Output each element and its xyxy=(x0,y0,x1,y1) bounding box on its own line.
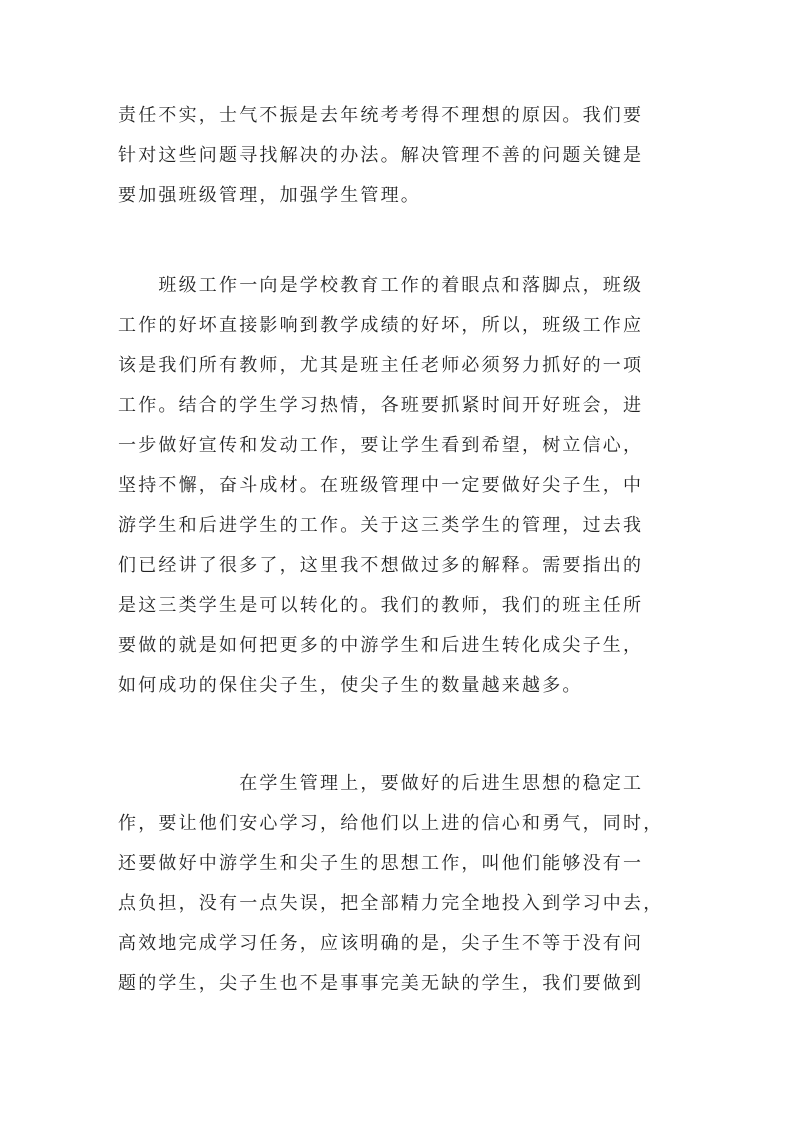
text-line: 坚持不懈，奋斗成材。在班级管理中一定要做好尖子生，中 xyxy=(118,475,644,496)
text-line: 该是我们所有教师，尤其是班主任老师必须努力抓好的一项 xyxy=(118,355,644,376)
text-line: 们已经讲了很多了，这里我不想做过多的解释。需要指出的 xyxy=(118,555,644,576)
text-line: 责任不实，士气不振是去年统考考得不理想的原因。我们要 xyxy=(118,105,644,126)
text-line: 是这三类学生是可以转化的。我们的教师，我们的班主任所 xyxy=(118,595,644,616)
paragraph-1 xyxy=(118,96,678,216)
paragraph-3 xyxy=(118,764,678,1004)
text-line: 要加强班级管理，加强学生管理。 xyxy=(118,185,421,206)
text-line: 如何成功的保住尖子生，使尖子生的数量越来越多。 xyxy=(118,675,583,696)
paragraph-2 xyxy=(118,266,678,706)
text-line: 要做的就是如何把更多的中游学生和后进生转化成尖子生， xyxy=(118,635,644,656)
text-line: 工作的好坏直接影响到教学成绩的好坏，所以，班级工作应 xyxy=(118,315,644,336)
text-line: 作，要让他们安心学习，给他们以上进的信心和勇气，同时， xyxy=(118,813,664,834)
text-line: 游学生和后进学生的工作。关于这三类学生的管理，过去我 xyxy=(118,515,644,536)
text-line: 工作。结合的学生学习热情，各班要抓紧时间开好班会，进 xyxy=(118,395,644,416)
text-line: 高效地完成学习任务，应该明确的是，尖子生不等于没有问 xyxy=(118,933,644,954)
text-line: 针对这些问题寻找解决的办法。解决管理不善的问题关键是 xyxy=(118,145,644,166)
text-line: 还要做好中游学生和尖子生的思想工作，叫他们能够没有一 xyxy=(118,853,644,874)
text-line: 班级工作一向是学校教育工作的着眼点和落脚点，班级 xyxy=(118,275,644,296)
text-line: 题的学生，尖子生也不是事事完美无缺的学生，我们要做到 xyxy=(118,973,644,994)
text-line: 在学生管理上，要做好的后进生思想的稳定工 xyxy=(118,773,644,794)
text-line: 点负担，没有一点失误，把全部精力完全地投入到学习中去， xyxy=(118,893,664,914)
text-line: 一步做好宣传和发动工作，要让学生看到希望，树立信心， xyxy=(118,435,644,456)
